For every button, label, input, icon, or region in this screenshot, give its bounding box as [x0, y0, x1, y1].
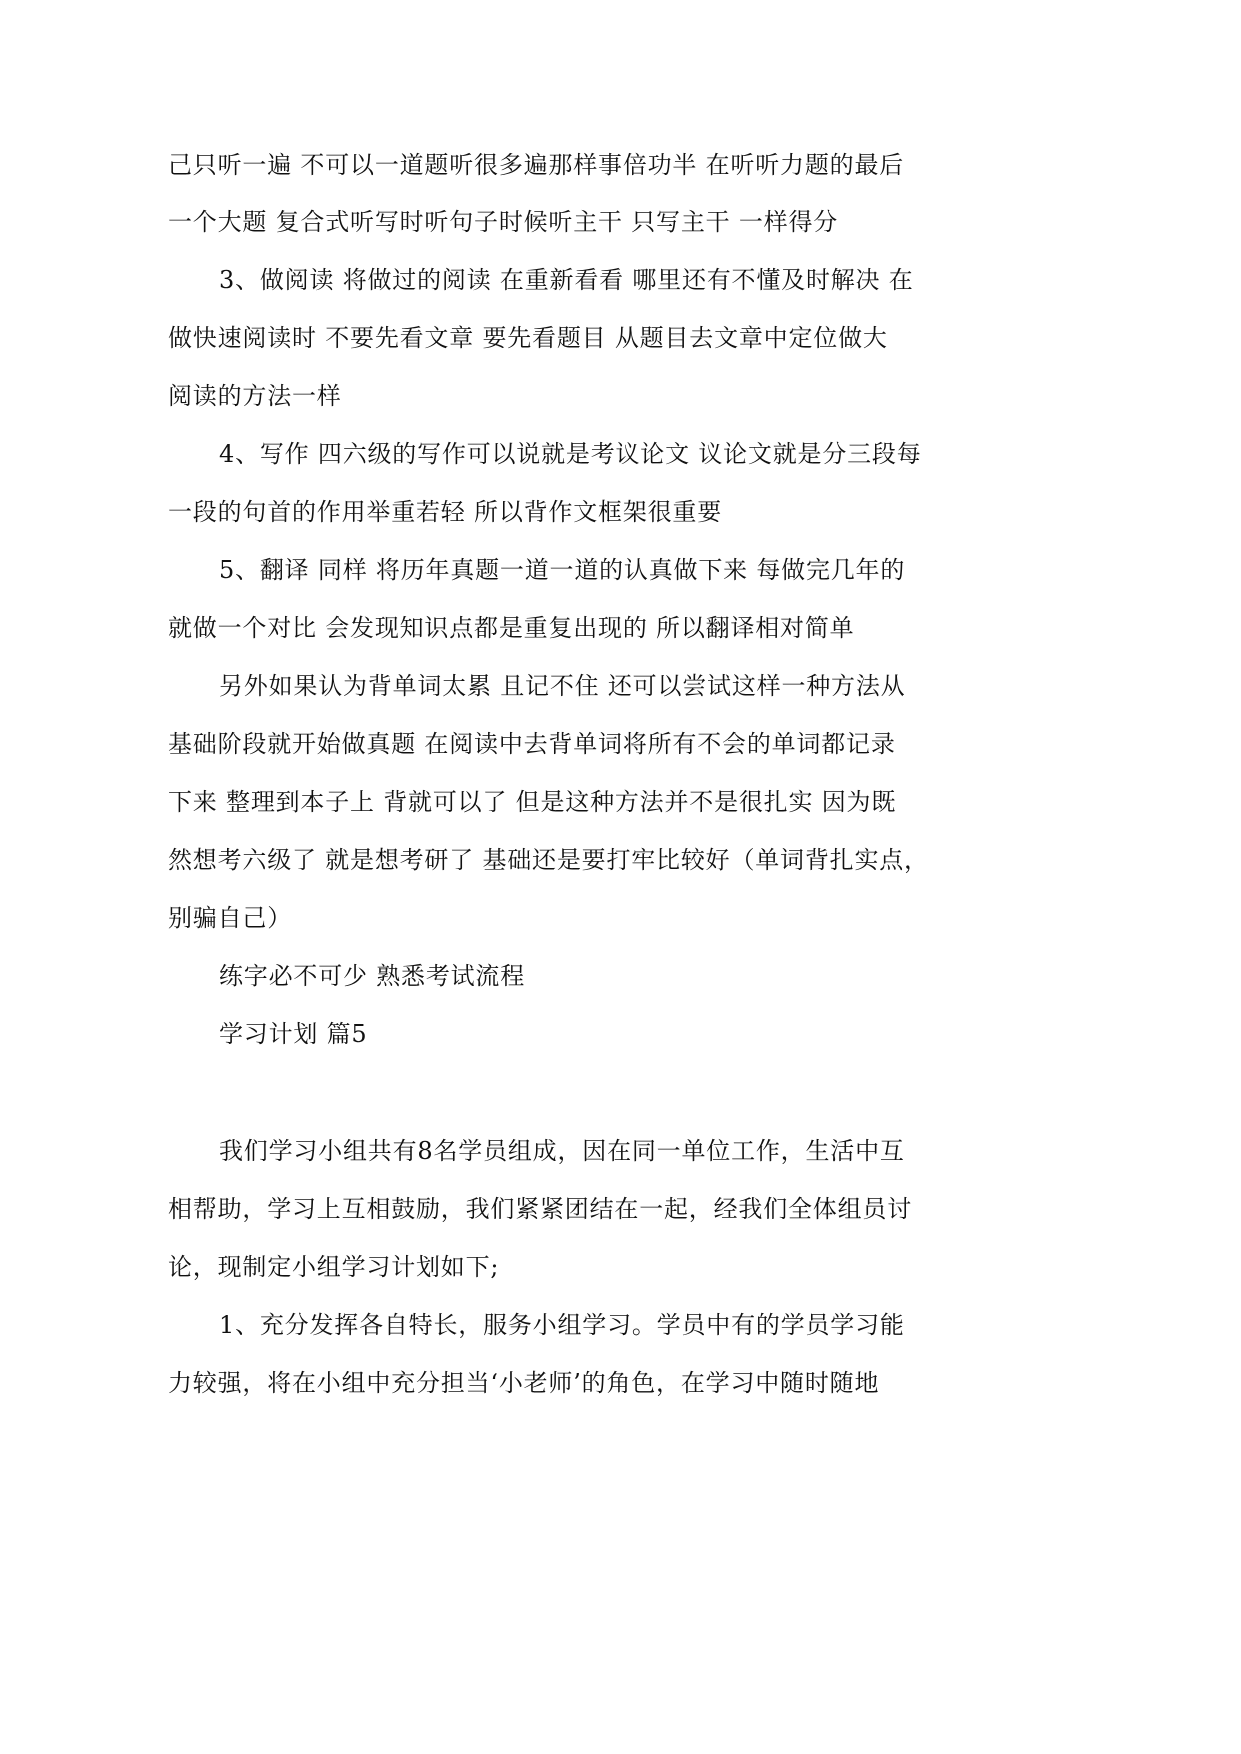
text-line: 力较强，将在小组中充分担当‘小老师’的角色，在学习中随时随地 [168, 1369, 880, 1397]
paragraph-group-intro-line: 我们学习小组共有8名学员组成，因在同一单位工作，生活中互 [219, 1137, 905, 1165]
paragraph-reading-line: 3、做阅读 将做过的阅读 在重新看看 哪里还有不懂及时解决 在 [219, 266, 914, 294]
text-line: 己只听一遍 不可以一道题听很多遍那样事倍功半 在听听力题的最后 [168, 151, 905, 179]
text-line: 别骗自己） [168, 904, 292, 932]
paragraph-writing-line: 4、写作 四六级的写作可以说就是考议论文 议论文就是分三段每 [219, 440, 922, 468]
paragraph-item-1-line: 1、充分发挥各自特长，服务小组学习。学员中有的学员学习能 [219, 1311, 905, 1339]
text-line: 就做一个对比 会发现知识点都是重复出现的 所以翻译相对简单 [168, 614, 855, 642]
text-line: 然想考六级了 就是想考研了 基础还是要打牢比较好（单词背扎实点， [168, 846, 929, 874]
paragraph-practice-line: 练字必不可少 熟悉考试流程 [219, 962, 526, 990]
text-line: 做快速阅读时 不要先看文章 要先看题目 从题目去文章中定位做大 [168, 324, 888, 352]
section-heading: 学习计划 篇5 [219, 1020, 368, 1048]
text-line: 一个大题 复合式听写时听句子时候听主干 只写主干 一样得分 [168, 208, 839, 236]
text-line: 相帮助，学习上互相鼓励，我们紧紧团结在一起，经我们全体组员讨 [168, 1195, 912, 1223]
paragraph-vocabulary-line: 另外如果认为背单词太累 且记不住 还可以尝试这样一种方法从 [219, 672, 906, 700]
text-line: 一段的句首的作用举重若轻 所以背作文框架很重要 [168, 498, 723, 526]
text-line: 下来 整理到本子上 背就可以了 但是这种方法并不是很扎实 因为既 [168, 788, 897, 816]
paragraph-translation-line: 5、翻译 同样 将历年真题一道一道的认真做下来 每做完几年的 [219, 556, 906, 584]
text-line: 基础阶段就开始做真题 在阅读中去背单词将所有不会的单词都记录 [168, 730, 896, 758]
text-line: 阅读的方法一样 [168, 382, 342, 410]
text-line: 论，现制定小组学习计划如下; [168, 1253, 500, 1281]
